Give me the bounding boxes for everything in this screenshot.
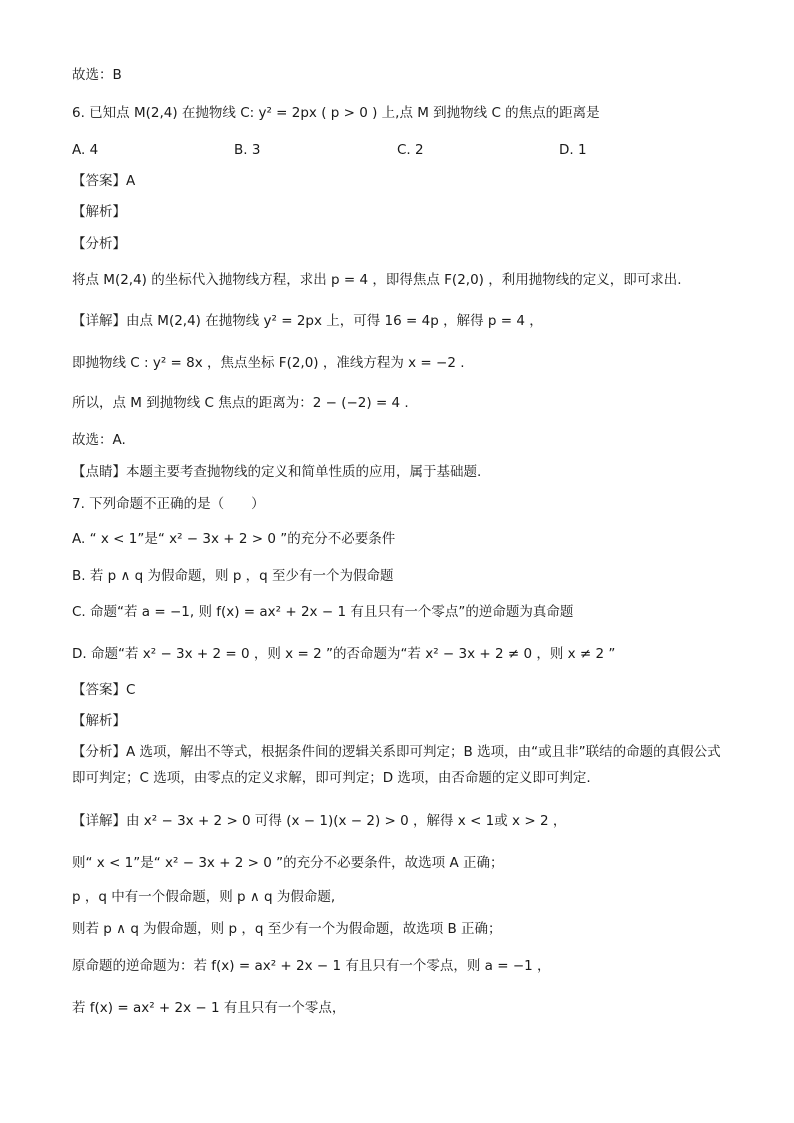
q7-detail-line-6: 若 f(x) = ax² + 2x − 1 有且只有一个零点， [72,1000,346,1016]
q6-detail-line-3: 所以，点 M 到抛物线 C 焦点的距离为：2 − (−2) = 4 . [72,395,409,411]
q6-answer: 【答案】A [72,173,136,189]
q6-choose: 故选：A. [72,432,126,448]
q7-option-c: C. 命题“若 a = −1, 则 f(x) = ax² + 2x − 1 有且只有一个零点”的逆命题为真命题 [72,604,574,620]
q6-analysis-text: 将点 M(2,4) 的坐标代入抛物线方程，求出 p = 4 ，即得焦点 F(2,0) ，利用抛物线的定义，即可求出. [72,272,682,288]
q6-option-c: C. 2 [397,142,424,158]
q7-detail-line-4: 则若 p ∧ q 为假命题，则 p ，q 至少有一个为假命题，故选项 B 正确； [72,921,502,937]
q7-detail-line-1: 【详解】由 x² − 3x + 2 > 0 可得 (x − 1)(x − 2) > 0 ，解得 x < 1或 x > 2 ， [72,813,567,829]
q6-option-b: B. 3 [234,142,261,158]
q7-detail-line-5: 原命题的逆命题为：若 f(x) = ax² + 2x − 1 有且只有一个零点，则 a = −1 ， [72,958,551,974]
q7-analysis-text: 【分析】A 选项，解出不等式，根据条件间的逻辑关系即可判定；B 选项，由“或且非”联结的命题的真假公式即可判定；C 选项，由零点的定义求解，即可判定；D 选项，由否命题的定义即可判定. [72,744,721,786]
q6-fenxi-heading: 【分析】 [72,236,126,252]
q7-detail-line-2: 则“ x < 1”是“ x² − 3x + 2 > 0 ”的充分不必要条件，故选项 A 正确； [72,855,504,871]
q7-jiexi-heading: 【解析】 [72,713,126,729]
q6-detail-line-1: 【详解】由点 M(2,4) 在抛物线 y² = 2px 上，可得 16 = 4p ，解得 p = 4 ， [72,313,543,329]
q6-jiexi-heading: 【解析】 [72,204,126,220]
prev-answer-line: 故选：B [72,67,122,83]
q7-detail-line-3: p ，q 中有一个假命题，则 p ∧ q 为假命题, [72,889,336,905]
q6-option-d: D. 1 [559,142,587,158]
q6-comment: 【点睛】本题主要考查抛物线的定义和简单性质的应用，属于基础题. [72,464,482,480]
q7-option-b: B. 若 p ∧ q 为假命题，则 p ，q 至少有一个为假命题 [72,568,394,584]
question-6-stem: 6. 已知点 M(2,4) 在抛物线 C: y² = 2px ( p > 0 ) 上,点 M 到抛物线 C 的焦点的距离是 [72,105,600,121]
q7-answer: 【答案】C [72,682,136,698]
q6-option-a: A. 4 [72,142,99,158]
q7-option-d: D. 命题“若 x² − 3x + 2 = 0 ，则 x = 2 ”的否命题为“若 x² − 3x + 2 ≠ 0 ，则 x ≠ 2 ” [72,646,616,662]
q7-option-a: A. “ x < 1”是“ x² − 3x + 2 > 0 ”的充分不必要条件 [72,531,396,547]
question-7-stem: 7. 下列命题不正确的是（ ） [72,496,265,512]
q6-detail-line-2: 即抛物线 C : y² = 8x ，焦点坐标 F(2,0) ，准线方程为 x = −2 . [72,355,465,371]
